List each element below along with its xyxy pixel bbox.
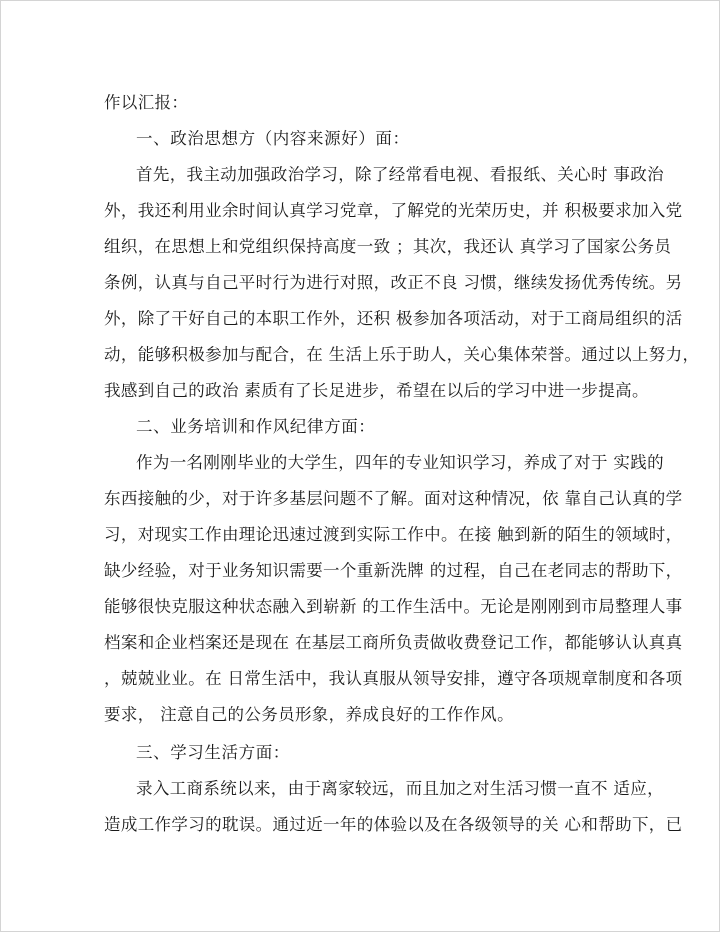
text-line: 动，能够积极参加与配合，在 生活上乐于助人，关心集体荣誉。通过以上努力， bbox=[104, 345, 700, 364]
text-line: 首先，我主动加强政治学习，除了经常看电视、看报纸、关心时 事政治 bbox=[136, 165, 664, 184]
text-line: 外，我还利用业余时间认真学习党章，了解党的光荣历史，并 积极要求加入党 bbox=[104, 201, 683, 220]
text-line: 录入工商系统以来，由于离家较远，而且加之对生活习惯一直不 适应， bbox=[136, 779, 664, 798]
text-line: 东西接触的少，对于许多基层问题不了解。面对这种情况，依 靠自己认真的学 bbox=[104, 489, 683, 508]
text-line: 我感到自己的政治 素质有了长足进步，希望在以后的学习中进一步提高。 bbox=[104, 381, 649, 400]
text-line: 缺少经验，对于业务知识需要一个重新洗牌 的过程，自己在老同志的帮助下， bbox=[104, 561, 683, 580]
section-heading: 一、政治思想方（内容来源好）面： bbox=[136, 129, 410, 148]
text-line: 作以汇报： bbox=[104, 93, 189, 112]
text-line: 造成工作学习的耽误。通过近一年的体验以及在各级领导的关 心和帮助下，已 bbox=[104, 815, 683, 834]
section-heading: 二、业务培训和作风纪律方面： bbox=[136, 417, 376, 436]
section-heading: 三、学习生活方面： bbox=[136, 743, 290, 762]
text-line: 条例，认真与自己平时行为进行对照，改正不良 习惯，继续发扬优秀传统。另 bbox=[104, 273, 683, 292]
text-line: 作为一名刚刚毕业的大学生，四年的专业知识学习，养成了对于 实践的 bbox=[136, 453, 664, 472]
text-line: 要求， 注意自己的公务员形象，养成良好的工作作风。 bbox=[104, 705, 514, 724]
text-line: 档案和企业档案还是现在 在基层工商所负责做收费登记工作，都能够认认真真 bbox=[104, 633, 683, 652]
text-line: 组织，在思想上和党组织保持高度一致 ；其次，我还认 真学习了国家公务员 bbox=[104, 237, 672, 256]
text-line: 外，除了干好自己的本职工作外，还积 极参加各项活动，对于工商局组织的活 bbox=[104, 309, 683, 328]
text-line: ，兢兢业业。在 日常生活中，我认真服从领导安排，遵守各项规章制度和各项 bbox=[104, 669, 683, 688]
text-line: 能够很快克服这种状态融入到崭新 的工作生活中。无论是刚刚到市局整理人事 bbox=[104, 597, 683, 616]
text-line: 习，对现实工作由理论迅速过渡到实际工作中。在接 触到新的陌生的领域时， bbox=[104, 525, 683, 544]
